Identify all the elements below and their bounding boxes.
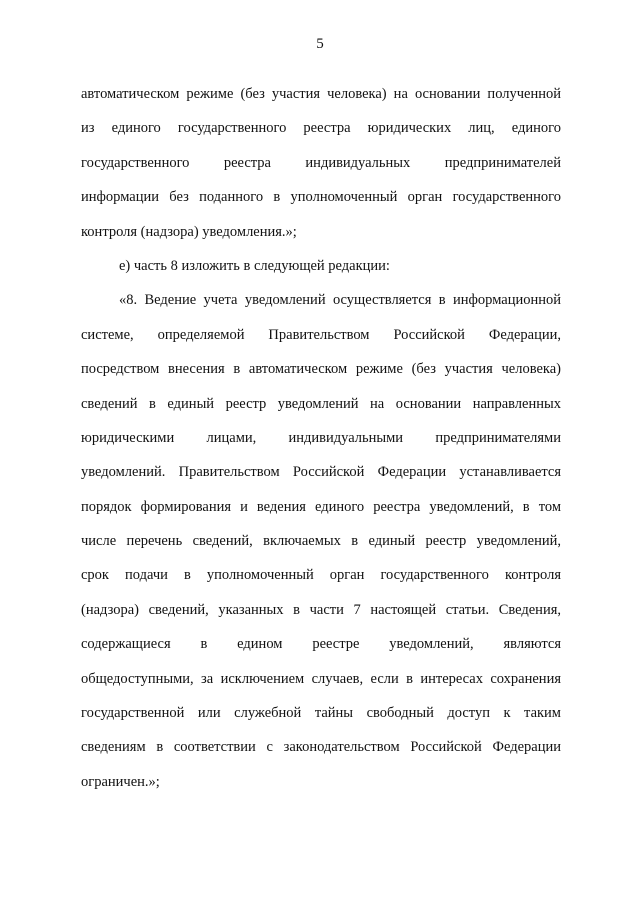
text-line: из единого государственного реестра юридических лиц, единого: [81, 120, 561, 137]
text-line: контроля (надзора) уведомления.»;: [81, 223, 297, 240]
text-line: государственной или служебной тайны свободный доступ к таким: [81, 705, 561, 722]
text-line: (надзора) сведений, указанных в части 7 настоящей статьи. Сведения,: [81, 601, 561, 618]
text-line: государственного реестра индивидуальных предпринимателей: [81, 154, 561, 171]
text-line: сведений в единый реестр уведомлений на основании направленных: [81, 395, 561, 412]
document-body: [81, 77, 561, 799]
text-line: посредством внесения в автоматическом режиме (без участия человека): [81, 361, 561, 378]
text-line: е) часть 8 изложить в следующей редакции:: [119, 257, 390, 274]
text-line: ограничен.»;: [81, 773, 160, 790]
text-line: содержащиеся в едином реестре уведомлений, являются: [81, 636, 561, 653]
text-line: общедоступными, за исключением случаев, если в интересах сохранения: [81, 670, 561, 687]
text-line: автоматическом режиме (без участия человека) на основании полученной: [81, 86, 561, 102]
text-line: системе, определяемой Правительством Российской Федерации,: [81, 326, 561, 343]
text-line: порядок формирования и ведения единого реестра уведомлений, в том: [81, 498, 561, 515]
text-line: срок подачи в уполномоченный орган государственного контроля: [81, 567, 561, 584]
text-line: числе перечень сведений, включаемых в единый реестр уведомлений,: [81, 533, 561, 550]
text-line: юридическими лицами, индивидуальными предпринимателями: [81, 429, 561, 446]
text-line: «8. Ведение учета уведомлений осуществляется в информационной: [119, 292, 561, 309]
text-line: информации без поданного в уполномоченный орган государственного: [81, 189, 561, 206]
page-number: 5: [316, 36, 324, 52]
text-line: уведомлений. Правительством Российской Федерации устанавливается: [81, 464, 561, 481]
text-line: сведениям в соответствии с законодательством Российской Федерации: [81, 739, 561, 756]
